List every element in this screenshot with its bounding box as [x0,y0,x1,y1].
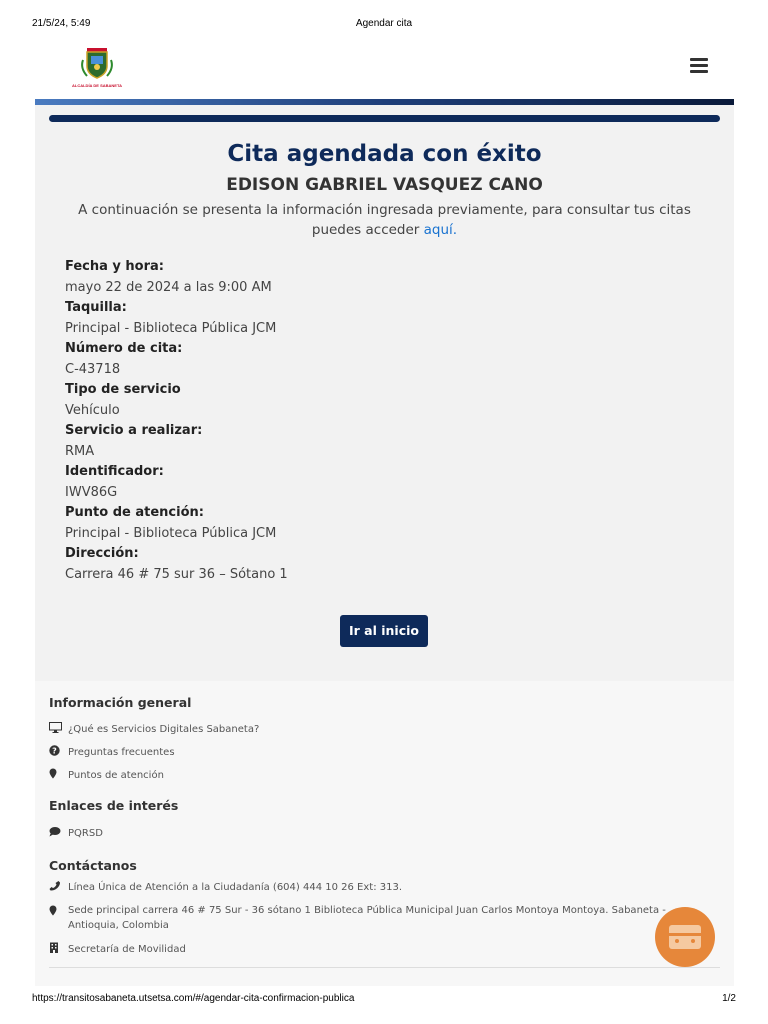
home-button[interactable]: Ir al inicio [340,615,428,647]
footer-links-heading: Enlaces de interés [49,798,179,813]
svg-text:?: ? [52,746,57,756]
field-value: Principal - Biblioteca Pública JCM [65,525,277,541]
field-value: Principal - Biblioteca Pública JCM [65,320,277,336]
building-icon [49,942,62,953]
footer-link-about[interactable]: ¿Qué es Servicios Digitales Sabaneta? [49,722,259,737]
field-value: Vehículo [65,402,120,418]
page-title: Cita agendada con éxito [227,141,542,167]
field-label: Número de cita: [65,341,183,356]
print-header [32,18,736,32]
print-page-number: 1/2 [722,993,736,1004]
field-value: mayo 22 de 2024 a las 9:00 AM [65,279,272,295]
footer-contact-phone[interactable]: Línea Única de Atención a la Ciudadanía (604) 444 10 26 Ext: 313. [49,880,402,895]
footer-link-faq[interactable]: ? Preguntas frecuentes [49,745,175,760]
field-label: Dirección: [65,546,139,561]
progress-bar [49,115,720,122]
site-footer [35,681,734,986]
hamburger-icon [690,58,708,61]
field-label: Servicio a realizar: [65,423,203,438]
footer-contact-secretaria[interactable]: Secretaría de Movilidad [49,942,186,957]
field-label: Punto de atención: [65,505,204,520]
footer-contact-heading: Contáctanos [49,858,137,873]
print-datetime: 21/5/24, 5:49 [32,18,91,29]
field-value: IWV86G [65,484,118,500]
floating-action-button[interactable] [655,907,715,967]
field-value: RMA [65,443,95,459]
monitor-icon [49,722,62,733]
field-label: Identificador: [65,464,164,479]
field-value: C-43718 [65,361,121,377]
field-label: Taquilla: [65,300,127,315]
footer-contact-address[interactable]: Sede principal carrera 46 # 75 Sur - 36 sótano 1 Biblioteca Pública Municipal Juan Carlos Montoya Montoya. Sabaneta - Antioquia, Colombia [49,903,720,933]
field-label: Fecha y hora: [65,259,164,274]
question-circle-icon [49,745,62,756]
field-label: Tipo de servicio [65,382,181,397]
wallet-icon [668,922,702,952]
print-footer [32,993,736,1007]
citas-link[interactable]: aquí. [423,222,458,238]
appointment-details [65,257,704,585]
coat-of-arms-icon [65,46,129,90]
comment-icon [49,826,62,837]
logo[interactable] [65,46,129,90]
intro-text: A continuación se presenta la información ingresada previamente, para consultar tus citas puedes acceder aquí. [78,202,691,238]
confirmation-panel [35,105,734,681]
map-pin-icon [49,768,62,779]
navbar [35,40,734,100]
footer-link-pqrsd[interactable]: PQRSD [49,826,103,841]
footer-divider [49,967,720,968]
menu-button[interactable] [690,58,708,74]
user-name: EDISON GABRIEL VASQUEZ CANO [226,175,543,195]
phone-icon [49,880,62,891]
map-pin-icon [49,905,62,916]
print-title: Agendar cita [355,18,413,29]
print-url: https://transitosabaneta.utsetsa.com/#/agendar-cita-confirmacion-publica [32,993,355,1004]
logo-text: ALCALDÍA DE SABANETA [72,83,122,88]
footer-link-points[interactable]: Puntos de atención [49,768,164,783]
field-value: Carrera 46 # 75 sur 36 – Sótano 1 [65,566,288,582]
footer-general-heading: Información general [49,695,192,710]
